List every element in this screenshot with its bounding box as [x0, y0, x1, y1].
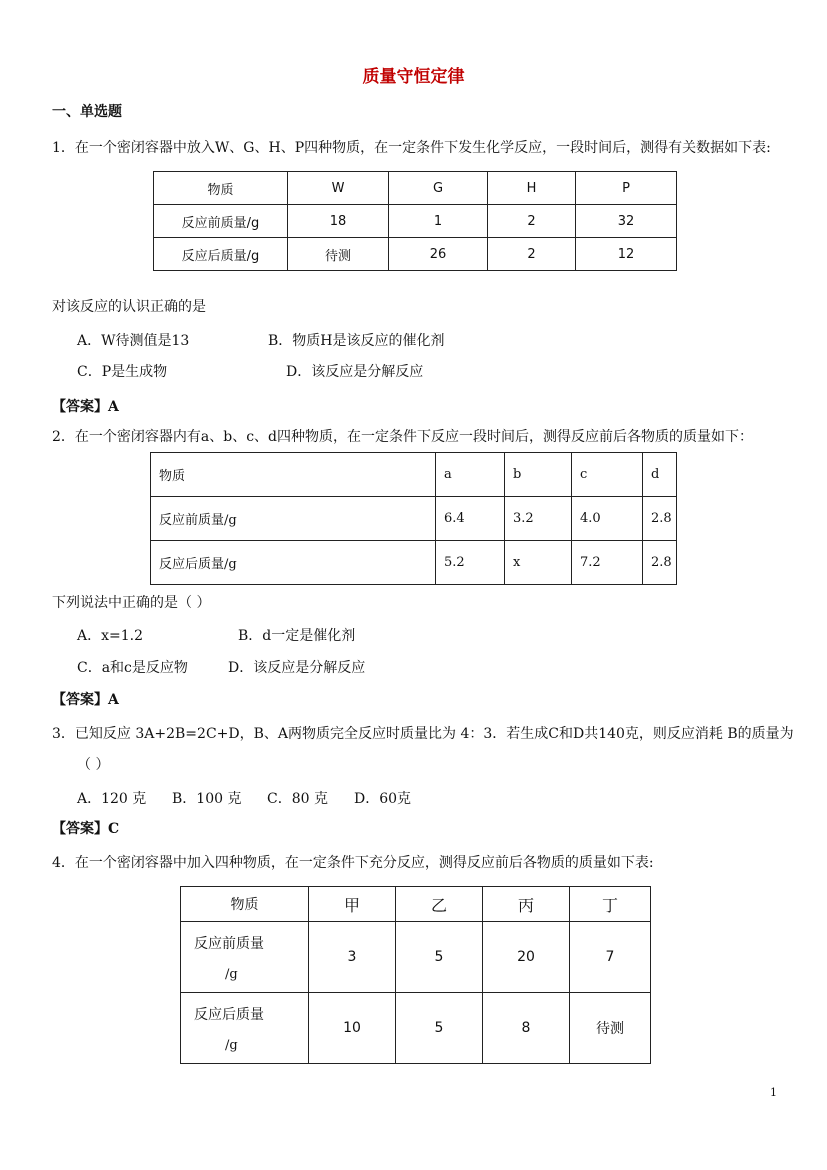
q1-option-d: D．该反应是分解反应 [286, 364, 424, 380]
q2-table [150, 452, 677, 585]
q3-option-c: C．80 克 [267, 791, 328, 807]
q4-table-cell: 10 [309, 993, 396, 1064]
q4-table [180, 886, 651, 1064]
q2-table-cell: d [643, 453, 677, 497]
q4-table-label-cell [181, 922, 309, 993]
q2-table-cell: 6.4 [436, 497, 505, 541]
q4-table-cell: 甲 [309, 887, 396, 922]
q4-table-cell: 7 [570, 922, 651, 993]
q4-table-label-cell [181, 993, 309, 1064]
q1-table-cell: 反应后质量/g [154, 238, 288, 271]
q2-table-cell: 反应前质量/g [151, 497, 436, 541]
q2-option-c: C．a和c是反应物 [77, 660, 188, 676]
q4-table-cell: 丁 [570, 887, 651, 922]
q2-option-a: A．x=1.2 [77, 628, 144, 644]
q4-table-cell: 3 [309, 922, 396, 993]
q4-table-cell: 8 [483, 993, 570, 1064]
q4-table-unit: /g [225, 1037, 238, 1053]
q2-text: 2．在一个密闭容器内有a、b、c、d四种物质，在一定条件下反应一段时间后，测得反应前后各物质的质量如下： [52, 429, 754, 445]
q2-table-cell: 2.8 [643, 497, 677, 541]
q2-table-cell: 7.2 [572, 541, 643, 585]
q1-option-a: A．W待测值是13 [77, 333, 190, 349]
q3-answer: 【答案】C [52, 821, 120, 837]
q1-table-cell: 26 [389, 238, 488, 271]
q2-table-cell: 5.2 [436, 541, 505, 585]
q4-table-cell: 丙 [483, 887, 570, 922]
q1-table [153, 171, 677, 271]
section-heading: 一、单选题 [52, 104, 122, 120]
q1-table-cell: 2 [488, 238, 576, 271]
q1-table-cell: 待测 [288, 238, 389, 271]
q1-table-cell: 1 [389, 205, 488, 238]
q2-option-b: B．d一定是催化剂 [238, 628, 356, 644]
q3-option-a: A．120 克 [77, 791, 147, 807]
q1-answer: 【答案】A [52, 399, 119, 415]
q1-table-cell: 32 [576, 205, 677, 238]
q1-table-cell: 反应前质量/g [154, 205, 288, 238]
q1-table-cell: 18 [288, 205, 389, 238]
q1-table-cell: 12 [576, 238, 677, 271]
q1-table-cell: H [488, 172, 576, 205]
q2-stem: 下列说法中正确的是（ ） [52, 595, 211, 611]
page-title: 质量守恒定律 [362, 67, 465, 87]
q4-table-label: 反应后质量 [194, 1006, 264, 1023]
q1-table-cell: 2 [488, 205, 576, 238]
q2-table-cell: 4.0 [572, 497, 643, 541]
q1-option-b: B．物质H是该反应的催化剂 [268, 333, 445, 349]
q2-table-cell: 2.8 [643, 541, 677, 585]
q1-stem: 对该反应的认识正确的是 [52, 299, 206, 315]
q4-text: 4．在一个密闭容器中加入四种物质，在一定条件下充分反应，测得反应前后各物质的质量如下表: [52, 855, 654, 871]
q3-option-b: B．100 克 [172, 791, 242, 807]
q1-table-cell: 物质 [154, 172, 288, 205]
q4-table-label: 反应前质量 [194, 935, 264, 952]
q1-option-c: C．P是生成物 [77, 364, 168, 380]
q4-table-cell: 乙 [396, 887, 483, 922]
q3-text: 3．已知反应 3A+2B=2C+D，B、A两物质完全反应时质量比为 4：3．若生成C和D共140克，则反应消耗 B的质量为 [52, 726, 794, 742]
q2-table-cell: a [436, 453, 505, 497]
q1-table-cell: P [576, 172, 677, 205]
q2-answer: 【答案】A [52, 692, 119, 708]
q4-table-unit: /g [225, 966, 238, 982]
q4-table-cell: 物质 [181, 887, 309, 922]
q4-table-cell: 5 [396, 993, 483, 1064]
q4-table-cell: 5 [396, 922, 483, 993]
q2-table-cell: 物质 [151, 453, 436, 497]
q2-table-cell: 3.2 [505, 497, 572, 541]
q2-table-cell: 反应后质量/g [151, 541, 436, 585]
q1-text: 1．在一个密闭容器中放入W、G、H、P四种物质，在一定条件下发生化学反应，一段时间后，测得有关数据如下表: [52, 140, 771, 156]
page-number: 1 [770, 1086, 777, 1099]
q4-table-cell: 20 [483, 922, 570, 993]
q3-option-d: D．60克 [354, 791, 412, 807]
q3-paren: （ ） [77, 757, 110, 773]
q2-table-cell: x [505, 541, 572, 585]
q1-table-cell: G [389, 172, 488, 205]
q1-table-cell: W [288, 172, 389, 205]
q2-table-cell: c [572, 453, 643, 497]
q2-table-cell: b [505, 453, 572, 497]
q4-table-cell: 待测 [570, 993, 651, 1064]
q2-option-d: D．该反应是分解反应 [228, 660, 366, 676]
